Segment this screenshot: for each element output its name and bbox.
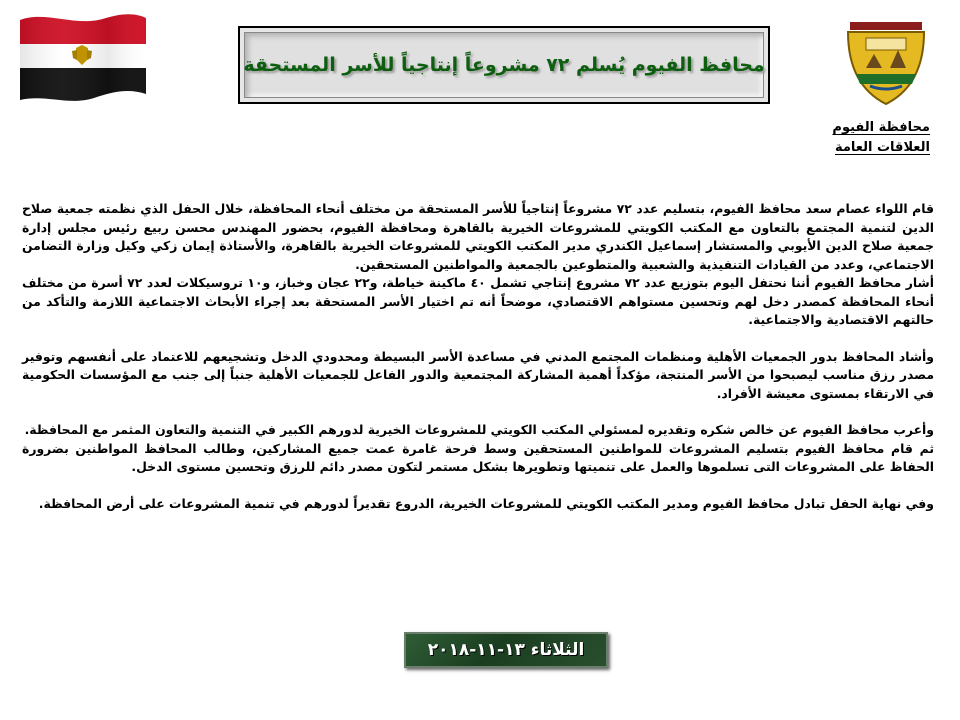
fayoum-governorate-logo-icon [836,14,936,106]
department-name: العلاقات العامة [834,140,930,155]
publish-date: الثلاثاء ١٣-١١-٢٠١٨ [427,640,585,660]
date-banner [404,632,608,668]
article-paragraph-1: قام اللواء عصام سعد محافظ الفيوم، بتسليم عدد ٧٢ مشروعاً إنتاجياً للأسر المستحقة من مختلف أنحاء المحافظة، خلال الحفل الذي نظمته جمعية صلاح الدين لتنمية المجتمع بالتعاون مع المكتب الكويتي للمشروعات الخيرية بالقاهرة ومحافظة الفيوم، بحضور المهندس محسن ربيع رئيس مجلس إدارة جمعية صلاح الدين الأيوبي والمستشار إسماعيل الكندري مدير المكتب الكويتي للمشروعات الخيرية بالقاهرة، والأستاذة إيمان زكي وكيل وزارة التضامن الاجتماعي، وعدد من القيادات التنفيذية والشعبية والمتطوعين بالجمعية والمواطنين المستحقين. [22,201,935,272]
article-paragraph-2: أشار محافظ الفيوم أننا نحتفل اليوم بتوزيع عدد ٧٢ مشروع إنتاجي تشمل ٤٠ ماكينة خياطة، و٢٢ عجان وخباز، و١٠ تروسيكلات لعدد ٧٢ أسرة من مختلف أنحاء المحافظة كمصدر دخل لهم وتحسين مستواهم الاقتصادي، موضحاً أنه تم اختيار الأسر المستحقة بعد إجراء الأبحاث الاجتماعية اللازمة والتأكد من حالتهم الاقتصادية والاجتماعية. [22,275,934,327]
article-body [22,200,934,531]
article-paragraph-4: وأعرب محافظ الفيوم عن خالص شكره وتقديره لمسئولي المكتب الكويتي للمشروعات الخيرية لدورهم الكبير في التنمية والتعاون المثمر مع المحافظة. [24,422,934,437]
article-paragraph-5: ثم قام محافظ الفيوم بتسليم المشروعات للمواطنين المستحقين وسط فرحة غامرة عمت جميع المشاركين، وطالب المحافظ المواطنين بضرورة الحفاظ على المشروعات التى تسلموها والعمل على تنميتها وتطويرها بشكل مستمر لتكون مصدر دائم للرزق وتحسين مستوى الدخل. [22,440,934,474]
governorate-name: محافظة الفيوم [832,120,930,135]
page-title: محافظ الفيوم يُسلم ٧٢ مشروعاً إنتاجياً للأسر المستحقة [243,54,765,76]
title-panel [244,32,764,98]
egypt-flag-icon [16,8,148,104]
article-paragraph-6: وفي نهاية الحفل تبادل محافظ الفيوم ومدير المكتب الكويتي للمشروعات الخيرية، الدروع تقديراً لدورهم في تنمية المشروعات على أرض المحافظة. [38,495,934,511]
organization-block [832,118,930,158]
title-frame [238,26,770,104]
article-paragraph-3: وأشاد المحافظ بدور الجمعيات الأهلية ومنظمات المجتمع المدني في مساعدة الأسر البسيطة ومحدودي الدخل وتشجيعهم للاعتماد على أنفسهم وتوفير مصدر رزق مناسب ليصبحوا من الأسر المنتجة، مؤكداً أهمية المشاركة المجتمعية والدور الفاعل للجمعيات الأهلية جنباً إلى جنب مع المؤسسات الحكومية في الارتقاء بمستوى معيشة الأفراد. [22,348,934,401]
